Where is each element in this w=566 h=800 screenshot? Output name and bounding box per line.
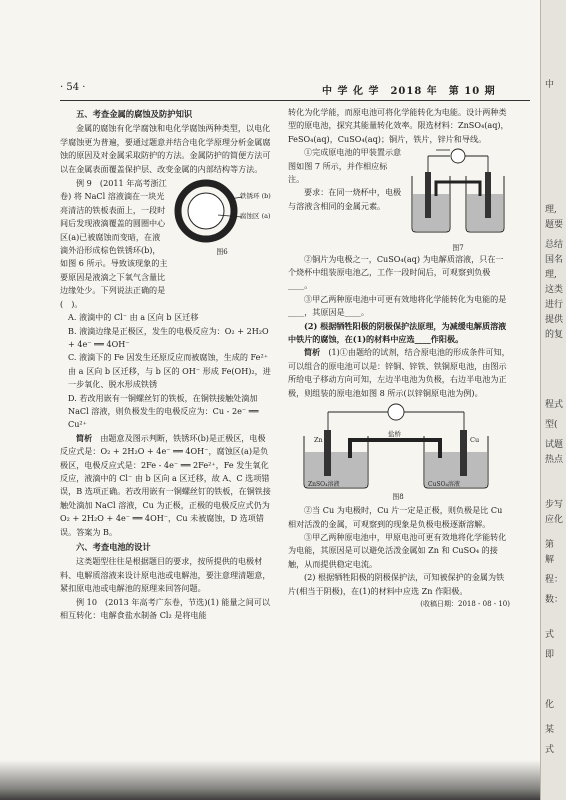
right-column [288, 106, 510, 611]
edge-glyph: 这类 [545, 285, 564, 295]
fig8-cu-label: Cu [470, 436, 480, 445]
figure-6 [172, 177, 272, 311]
edge-glyph: 的复 [545, 330, 564, 340]
left-column [60, 106, 272, 622]
section-6-title: 六、考查电池的设计 [76, 542, 151, 552]
fig7-caption: 图7 [452, 243, 464, 252]
analysis-10b: ②当 Cu 为电极时，Cu 片一定是正极，则负极是比 Cu 相对活泼的金属，可观察到的现象是负极电极逐渐溶解。 [288, 505, 503, 529]
edge-glyph: 理, [545, 205, 557, 215]
question-3: ③甲乙两种原电池中可更有效地将化学能转化为电能的是____，其原因是____。 [288, 293, 507, 318]
fig8-salt-bridge-label: 盐桥 [388, 430, 401, 439]
edge-glyph: 即 [545, 650, 555, 660]
option-a: A. 液滴中的 Cl⁻ 由 a 区向 b 区迁移 [68, 312, 199, 323]
edge-glyph: 题要 [545, 220, 564, 230]
section-6-intro: 这类题型往往是根据题目的要求，按所提供的电极材料、电解质溶液来设计原电池或电解池，要注意理清题意，紧扣原电池或电解池的原理来回答问题。 [60, 556, 271, 594]
fig8-caption: 图8 [392, 493, 404, 502]
analysis-label-10: 简析 [304, 347, 321, 358]
edge-glyph: 程式 [545, 400, 564, 410]
analysis-10c: ③甲乙两种原电池中，甲原电池可更有效地将化学能转化为电能，其原因是可以避免活泼金属如 Zn 和 CuSO₄ 的接触，从而提供稳定电流。 [288, 531, 507, 569]
journal-header: 中 学 化 学 2018 年 第 10 期 [322, 86, 496, 97]
edge-glyph: 数： [545, 595, 564, 605]
edge-glyph: 型( [545, 420, 558, 430]
edge-glyph: 热点 [545, 455, 564, 465]
fig8-cuso4-label: CuSO₄溶液 [428, 481, 460, 489]
example-9-stem: 例 9 (2011 年高考浙江卷) 将 NaCl 溶液滴在一块光亮清洁的铁板表面上，一段时间后发现液滴覆盖的圆圈中心区(a)已被腐蚀而变暗，在液滴外沿形成棕色铁锈环(b)，如图 6 所示。导致该现象的主要原因是液滴之下氧气含量比边缘处少。下列说法正确的是( )。 [60, 178, 168, 309]
edge-glyph: 国名 [545, 255, 564, 265]
fig6-label-ring: 铁锈环 (b) [240, 192, 271, 201]
figure-7 [406, 146, 510, 252]
edge-glyph: 理, [545, 270, 557, 280]
edge-glyph: 解 [545, 555, 555, 565]
fig8-zn-label: Zn [314, 436, 323, 445]
header-rule [60, 100, 530, 101]
option-b: B. 液滴边缘是正极区，发生的电极反应为：O₂ + 2H₂O + 4e⁻ ══ 4OH⁻ [68, 325, 269, 349]
analysis-10d: (2) 根据牺牲阳极的阴极保护法，可知被保护的金属为铁片(相当于阴极)，在(1)的材料中应选 Zn 作阳极。 [288, 572, 505, 596]
analysis-10a: (1)①由题给的试剂，结合原电池的形成条件可知，可以组合的原电池可以是：锌铜、锌铁、铁铜原电池，由图示所给电子移动方向可知，左边半电池为负极，右边半电池为正极，则组装的原电池如图 8 所示(以锌铜原电池为例)。 [288, 347, 510, 398]
edge-glyph: 试题 [545, 440, 564, 450]
edge-glyph: 某 [545, 725, 555, 735]
adjacent-page-edge [540, 0, 566, 800]
figure-8 [288, 400, 510, 504]
section-5-title: 五、考查金属的腐蚀及防护知识 [76, 109, 193, 119]
edge-glyph: 应化 [545, 515, 564, 525]
example-10-stem: 例 10 (2013 年高考广东卷，节选)(1) 能量之间可以相互转化：电解食盐水制备 Cl₂ 是将电能 [60, 596, 270, 621]
edge-glyph: 总结 [545, 240, 564, 250]
question-2: ②铜片为电极之一，CuSO₄(aq) 为电解质溶液，只在一个烧杯中组装原电池乙，工作一段时间后，可观察到负极____。 [288, 253, 504, 291]
question-4: (2) 根据牺牲阳极的阴极保护法原理，为减缓电解质溶液中铁片的腐蚀，在(1)的材料中应选____作阳极。 [288, 320, 507, 345]
edge-glyph: 进行 [545, 300, 564, 310]
example-10-continued: 转化为化学能，而原电池可将化学能转化为电能。设计两种类型的原电池，探究其能量转化效率。限选材料：ZnSO₄(aq)，FeSO₄(aq)，CuSO₄(aq)；铜片，铁片，锌片和导线。 [288, 107, 509, 144]
question-1-requirement: 要求：在同一烧杯中，电极与溶液含相同的金属元素。 [288, 187, 402, 211]
page-number: · 54 · [60, 82, 86, 93]
fig8-znso4-label: ZnSO₄溶液 [308, 481, 340, 489]
option-c: C. 液滴下的 Fe 因发生还原反应而被腐蚀，生成的 Fe²⁺ 由 a 区向 b 区迁移，与 b 区的 OH⁻ 形成 Fe(OH)₂，进一步氧化、脱水形成铁锈 [68, 352, 271, 390]
edge-glyph: 中 [545, 80, 555, 90]
option-d: D. 若改用嵌有一铜螺丝钉的铁板，在铜铁接触处滴加 NaCl 溶液，则负极发生的电极反应为：Cu - 2e⁻ ══ Cu²⁺ [68, 392, 259, 430]
edge-glyph: 式 [545, 745, 555, 755]
edge-glyph: 式 [545, 630, 555, 640]
received-date: (收稿日期：2018 - 08 - 10) [420, 599, 510, 608]
fig7-apparatus [406, 146, 510, 238]
edge-glyph: 步写 [545, 500, 564, 510]
edge-glyph: 第 [545, 540, 555, 550]
scan-shadow [0, 760, 540, 800]
question-1: ①完成原电池的甲装置示意图如图 7 所示，并作相应标注。 [288, 147, 402, 185]
edge-glyph: 提供 [545, 315, 564, 325]
fig6-label-zone: 腐蚀区 (a) [240, 212, 271, 221]
analysis-label: 简析 [76, 432, 93, 443]
fig6-caption: 图6 [216, 248, 228, 257]
section-5-intro: 金属的腐蚀有化学腐蚀和电化学腐蚀两种类型，以电化学腐蚀更为普遍，要通过题意并结合电化学原理分析金属腐蚀的原因及对金属采取防护的方法。金属防护的简便方法可以在金属表面覆盖保护层、改变金属的内部结构等方法。 [60, 123, 271, 174]
analysis-9: 由题意及图示判断，铁锈环(b)是正极区，电极反应式是：O₂ + 2H₂O + 4e⁻ ══ 4OH⁻，腐蚀区(a)是负极区，电极反应式是：2Fe - 4e⁻ ══ 2Fe²⁺，Fe 发生氧化反应，液滴中的 Cl⁻ 由 b 区向 a 区迁移，故 A、C 选项错误，B 选项正确。若改用嵌有一铜螺丝钉的铁板，在铜铁接触处滴加 NaCl 溶液，Cu 为正极，正极的电极反应式仍为 O₂ + 2H₂O + 4e⁻ ══ 4OH⁻，Cu 未被腐蚀，D 选项错误。答案为 B。 [60, 432, 271, 537]
edge-glyph: 程： [545, 575, 564, 585]
edge-glyph: 化 [545, 700, 555, 710]
